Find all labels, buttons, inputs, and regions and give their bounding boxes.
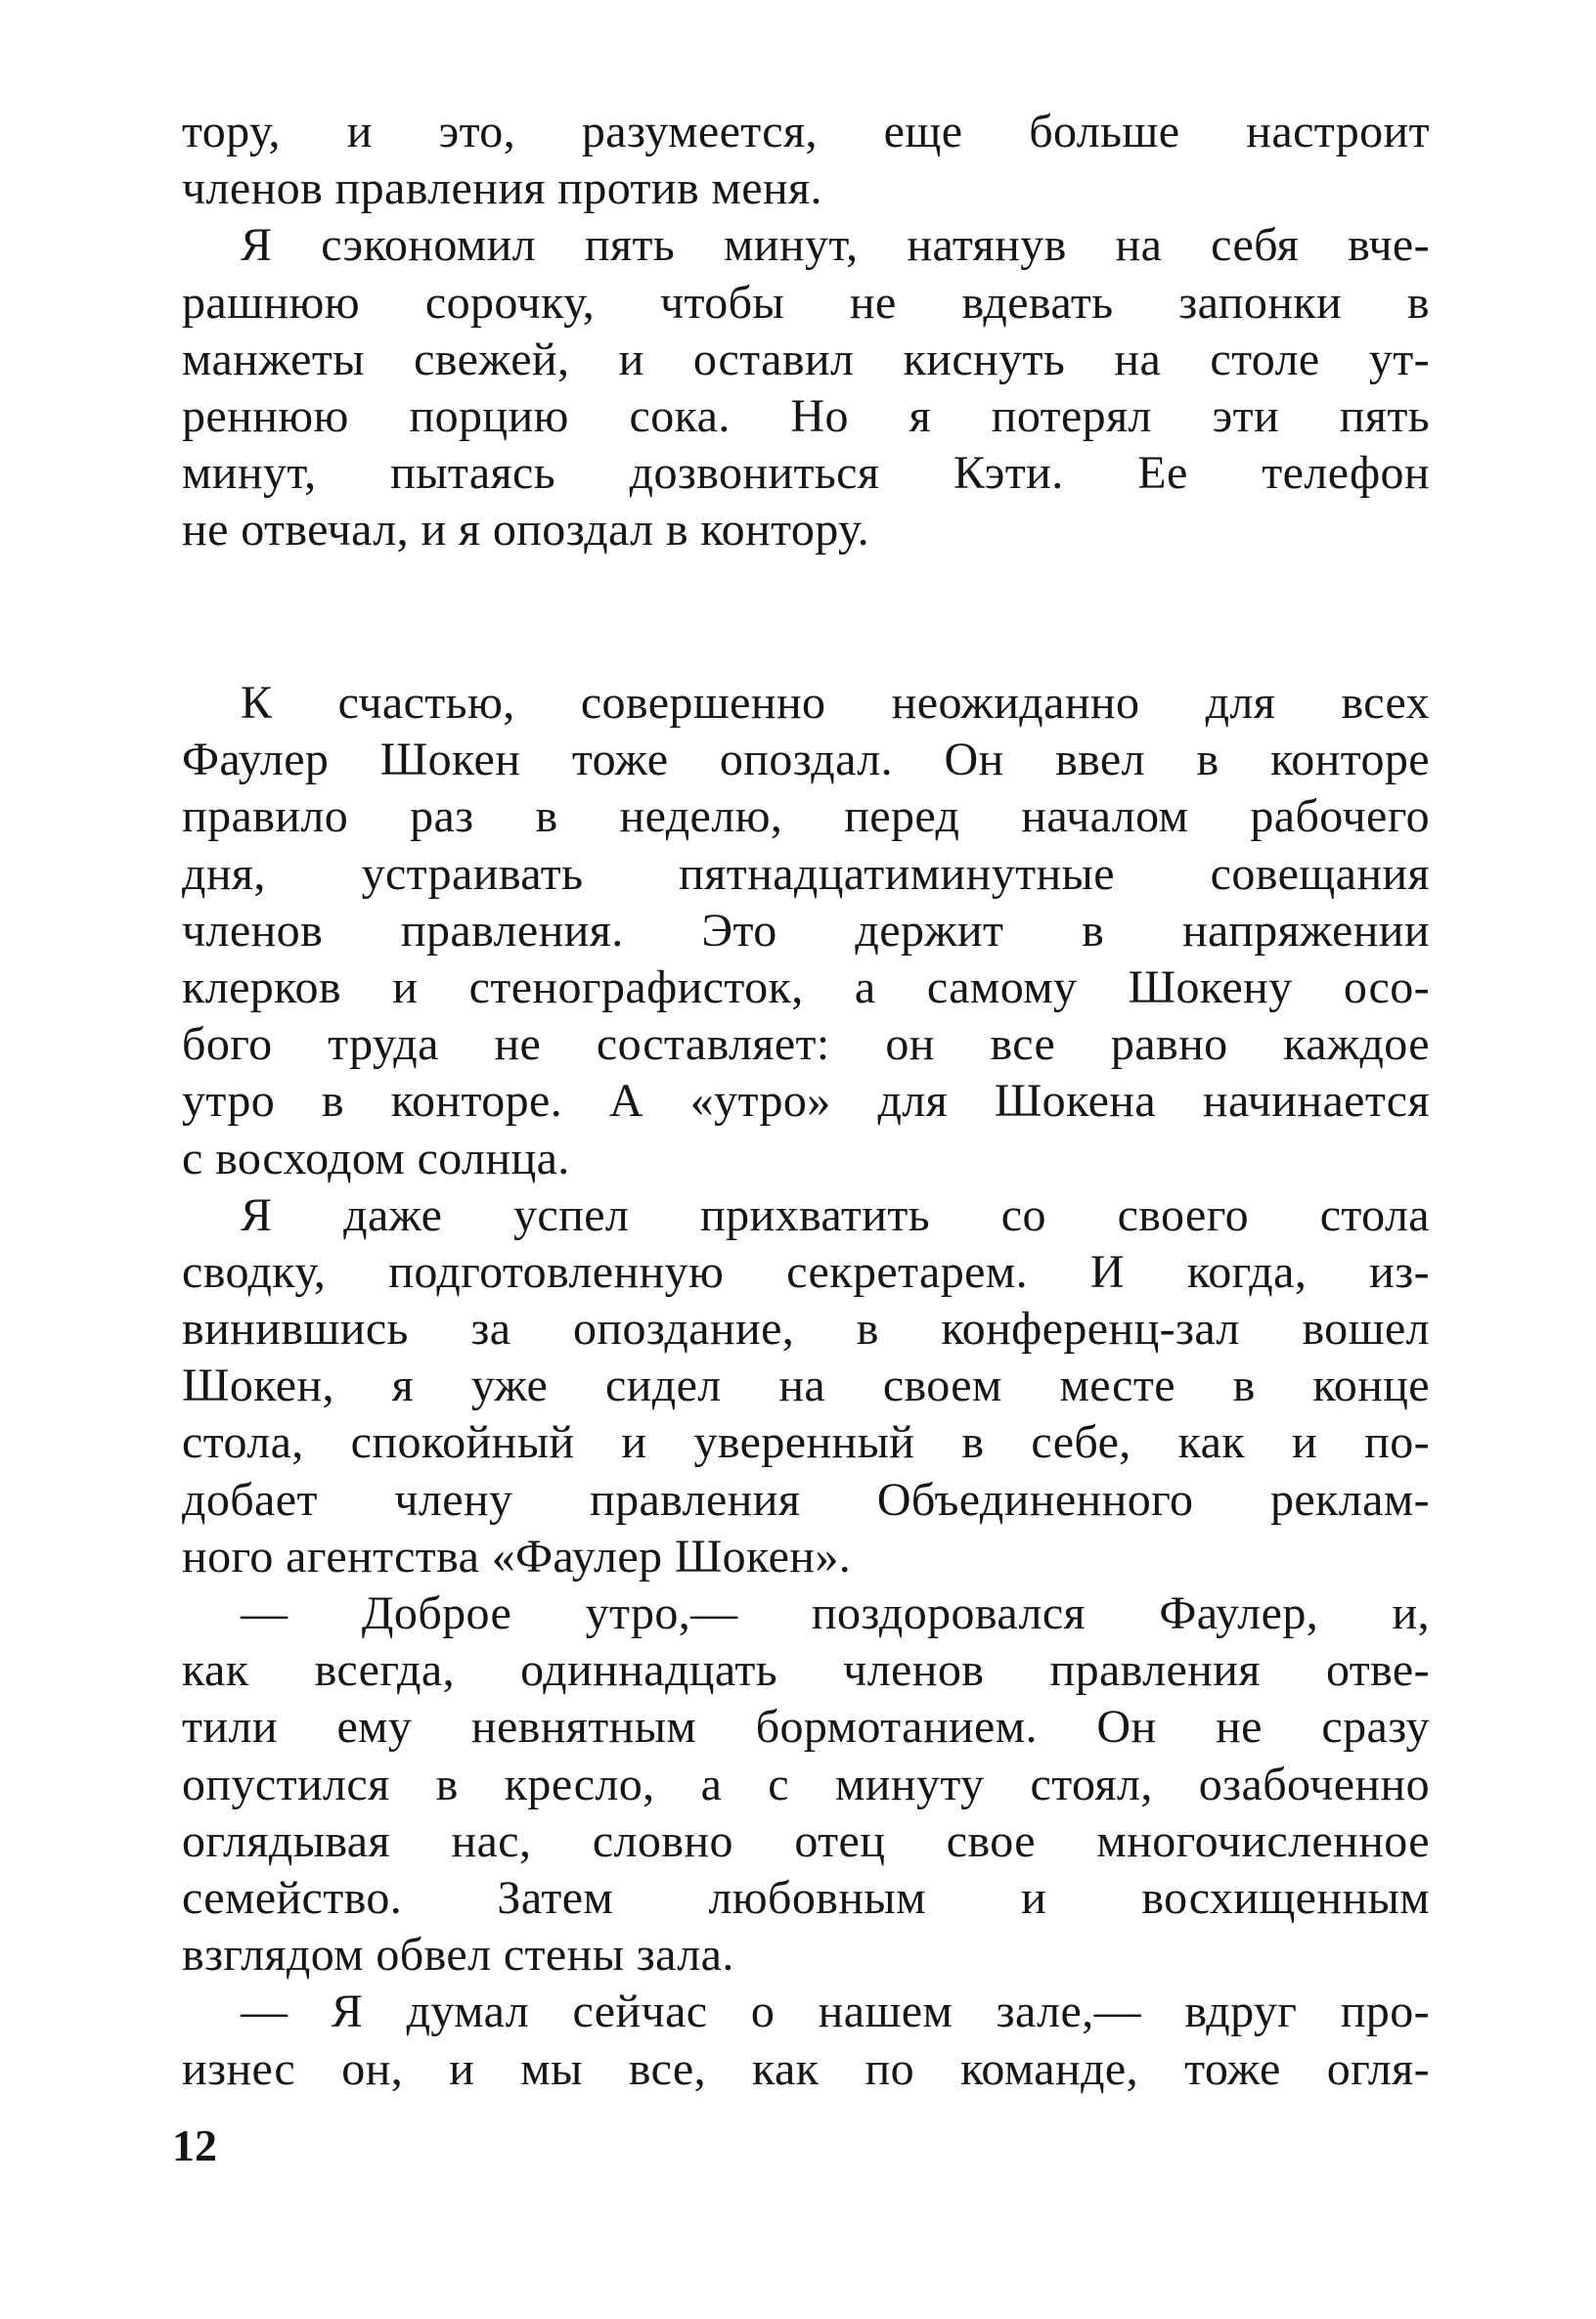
text-line: добает члену правления Объединенного реклам- (182, 1473, 1430, 1526)
text-line: правило раз в неделю, перед началом рабочего (182, 790, 1430, 843)
text-line: как всегда, одиннадцать членов правления отве- (182, 1644, 1430, 1697)
text-line: семейство. Затем любовным и восхищенным (182, 1871, 1430, 1924)
text-block-main (182, 675, 1430, 2098)
text-line: клерков и стенографисток, а самому Шокену осо- (182, 960, 1430, 1013)
text-line: тору, и это, разумеется, еще больше настроит (182, 106, 1430, 157)
text-line: стола, спокойный и уверенный в себе, как и по- (182, 1416, 1430, 1469)
text-line: изнес он, и мы все, как по команде, тоже огля- (182, 2042, 1430, 2095)
text-line: минут, пытаясь дозвониться Кэти. Ее телефон (182, 447, 1430, 500)
text-line: винившись за опоздание, в конференц-зал вошел (182, 1303, 1430, 1356)
paragraph (182, 1585, 1430, 1984)
text-line: дня, устраивать пятнадцатиминутные совещания (182, 847, 1430, 900)
paragraph (182, 1187, 1430, 1585)
text-line: Я даже успел прихватить со своего стола (241, 1188, 1430, 1241)
text-line: — Я думал сейчас о нашем зале,— вдруг про- (241, 1985, 1430, 2038)
text-line: ного агентства «Фаулер Шокен». (182, 1530, 852, 1583)
page-number: 12 (172, 2120, 217, 2170)
text-line: бого труда не составляет: он все равно каждое (182, 1018, 1430, 1071)
text-line: — Доброе утро,— поздоровался Фаулер, и, (241, 1587, 1430, 1639)
text-line: утро в конторе. А «утро» для Шокена начинается (182, 1075, 1430, 1128)
text-line: взглядом обвел стены зала. (182, 1929, 734, 1982)
text-line: членов правления против меня. (182, 162, 822, 215)
text-line: Фаулер Шокен тоже опоздал. Он ввел в конторе (182, 734, 1430, 786)
text-line: опустился в кресло, а с минуту стоял, озабоченно (182, 1758, 1430, 1810)
text-line: членов правления. Это держит в напряжении (182, 904, 1430, 957)
paragraph (182, 104, 1430, 217)
text-line: Шокен, я уже сидел на своем месте в конце (182, 1360, 1430, 1412)
text-line: сводку, подготовленную секретарем. И когда, из- (182, 1245, 1430, 1298)
text-line: реннюю порцию сока. Но я потерял эти пять (182, 389, 1430, 442)
paragraph (182, 675, 1430, 1187)
text-line: Я сэкономил пять минут, натянув на себя вче- (241, 219, 1430, 272)
text-line: тили ему невнятным бормотанием. Он не сразу (182, 1701, 1430, 1754)
text-line: оглядывая нас, словно отец свое многочисленное (182, 1814, 1430, 1867)
text-line: К счастью, совершенно неожиданно для всех (241, 677, 1430, 729)
text-line: манжеты свежей, и оставил киснуть на столе ут- (182, 333, 1430, 385)
paragraph (182, 217, 1430, 558)
paragraph (182, 1984, 1430, 2097)
text-line: рашнюю сорочку, чтобы не вдевать запонки в (182, 276, 1430, 329)
text-block-top (182, 104, 1430, 559)
text-line: не отвечал, и я опоздал в контору. (182, 504, 870, 557)
text-line: с восходом солнца. (182, 1132, 570, 1184)
